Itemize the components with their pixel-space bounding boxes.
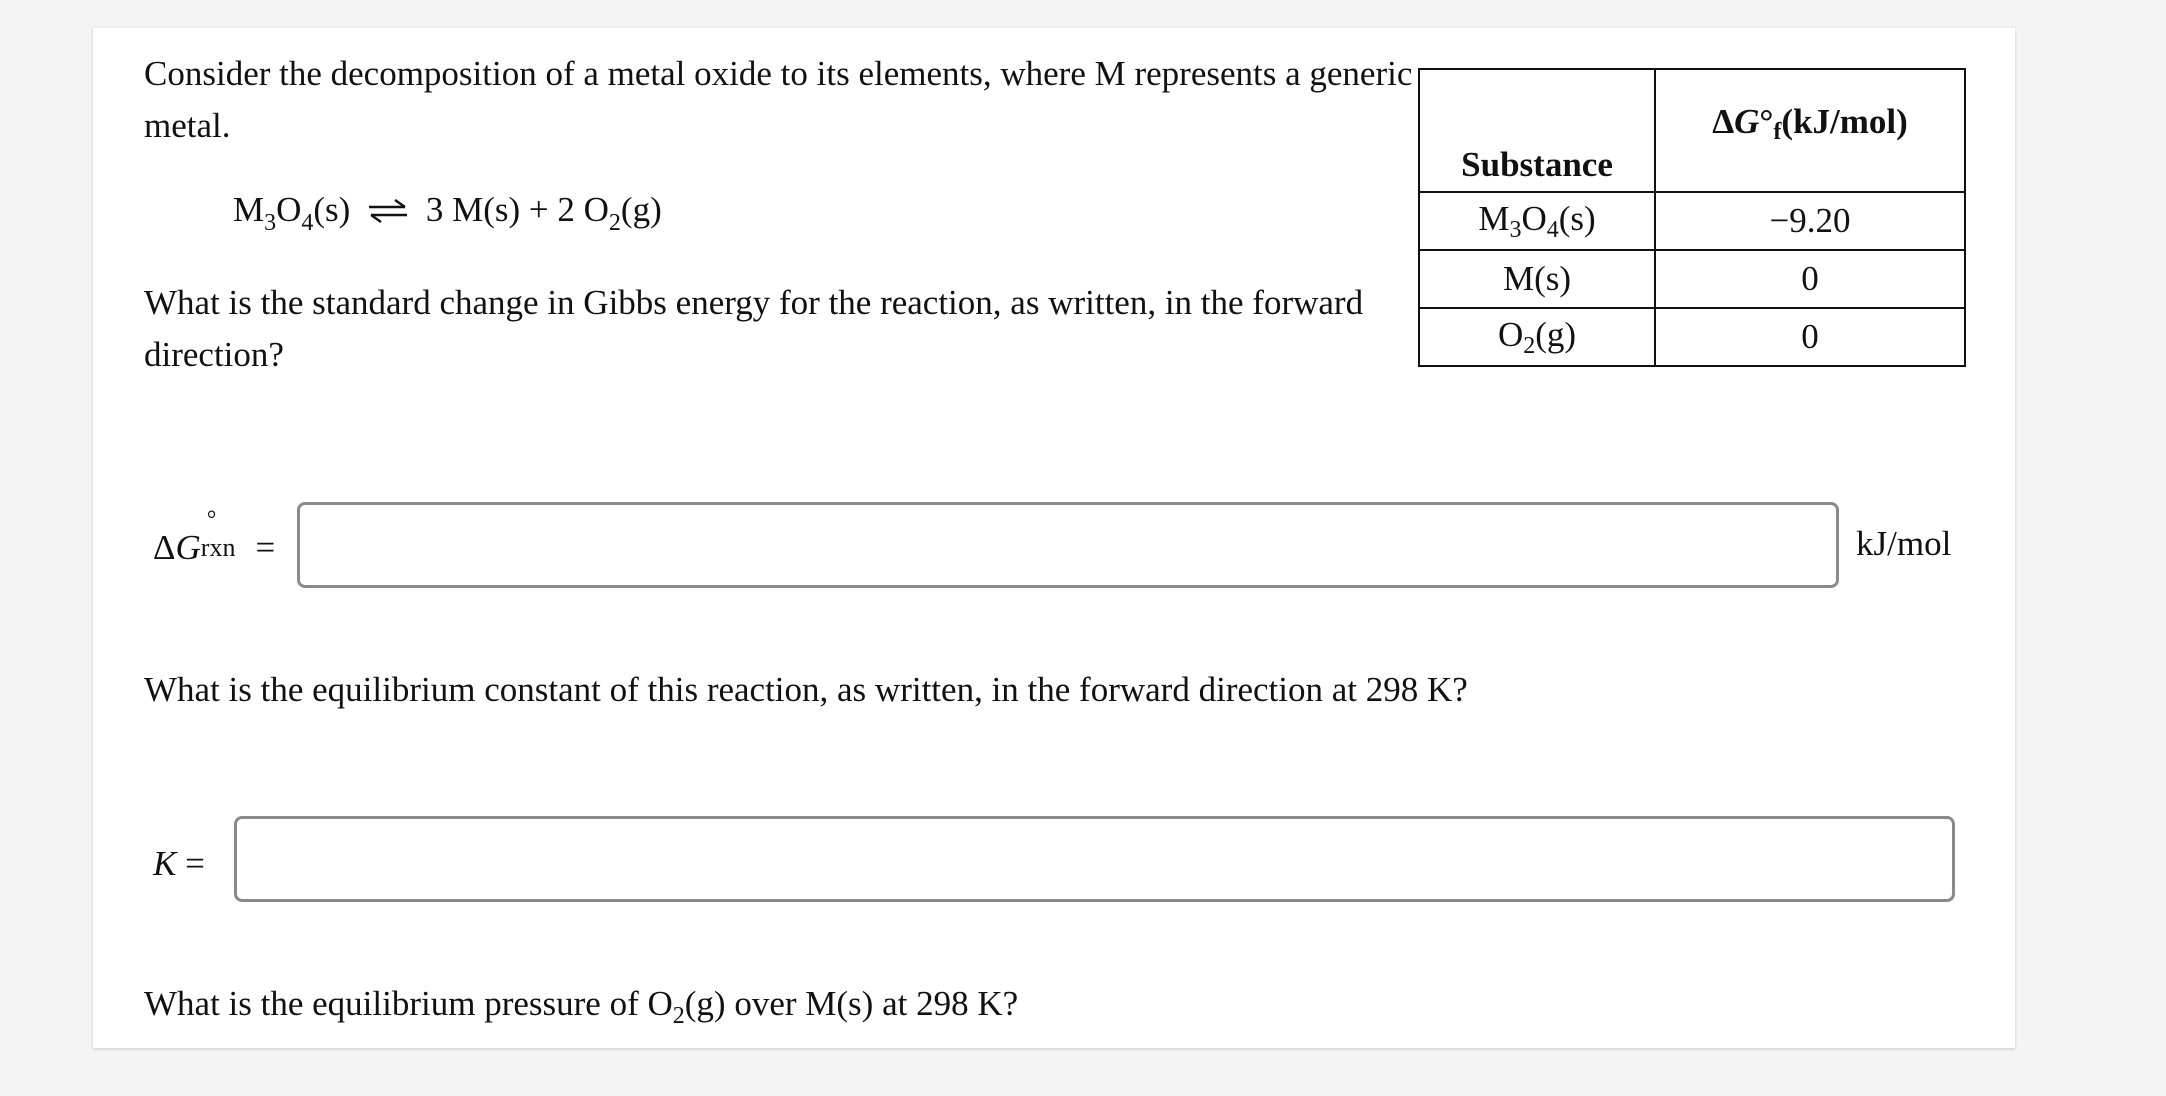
delta-g-label (153, 507, 276, 568)
equals-sign: = (255, 528, 276, 567)
delta-symbol: Δ (153, 528, 176, 567)
question-pressure (144, 978, 1018, 1042)
degree-symbol: ° (206, 507, 217, 533)
products-sub-2: 2 (608, 210, 621, 236)
value-cell: 0 (1655, 308, 1965, 366)
table-row (1419, 250, 1965, 308)
value-cell: −9.20 (1655, 192, 1965, 250)
value-cell: 0 (1655, 250, 1965, 308)
reactant-sub-4: 4 (301, 210, 314, 236)
question-card (93, 28, 2015, 1048)
reactant-metal: M (233, 190, 265, 229)
substance-cell: $O_2(g)$ (1419, 308, 1655, 366)
header-degree: ° (1759, 101, 1774, 141)
rxn-subscript: rxn (200, 533, 236, 562)
substance-cell: M(s) (1419, 250, 1655, 308)
question-pressure-start: What is the equilibrium pressure of O (144, 984, 673, 1023)
reactant-phase: (s) (313, 190, 351, 229)
substance-cell: $M_3O_4(s)$ (1419, 192, 1655, 250)
header-substance: Substance (1419, 69, 1655, 192)
reactant-sub-3: 3 (264, 210, 277, 236)
k-symbol: K (153, 844, 177, 883)
question-pressure-sub: 2 (672, 1003, 685, 1029)
header-unit: (kJ/mol) (1781, 101, 1908, 141)
equilibrium-arrow-icon (367, 193, 409, 233)
equals-sign: = (185, 844, 205, 883)
reactant-oxygen: O (276, 190, 302, 229)
question-equilibrium-constant: What is the equilibrium constant of this reaction, as written, in the forward direction at 298 K? (144, 670, 1468, 709)
reaction-equation (233, 190, 662, 237)
products-text: 3 M(s) + 2 O (425, 190, 609, 229)
g-symbol: G (175, 528, 201, 567)
table-header-row (1419, 69, 1965, 192)
delta-g-input[interactable] (297, 502, 1839, 588)
question-pressure-end: (g) over M(s) at 298 K? (684, 984, 1019, 1023)
products-phase: (g) (620, 190, 662, 229)
header-f-sub: f (1773, 118, 1782, 145)
intro-text: Consider the decomposition of a metal oxide to its elements, where M represents a generic metal. (144, 54, 1413, 145)
k-input[interactable] (234, 816, 1955, 902)
header-delta: Δ (1712, 101, 1735, 141)
header-g: G (1734, 101, 1760, 141)
unit-label: kJ/mol (1856, 524, 1952, 563)
question-gibbs: What is the standard change in Gibbs energy for the reaction, as written, in the forward direction? (144, 283, 1364, 374)
thermo-data-table (1418, 68, 1966, 367)
k-label (153, 844, 205, 884)
header-delta-g (1655, 69, 1965, 192)
table-row (1419, 308, 1965, 366)
table-row (1419, 192, 1965, 250)
